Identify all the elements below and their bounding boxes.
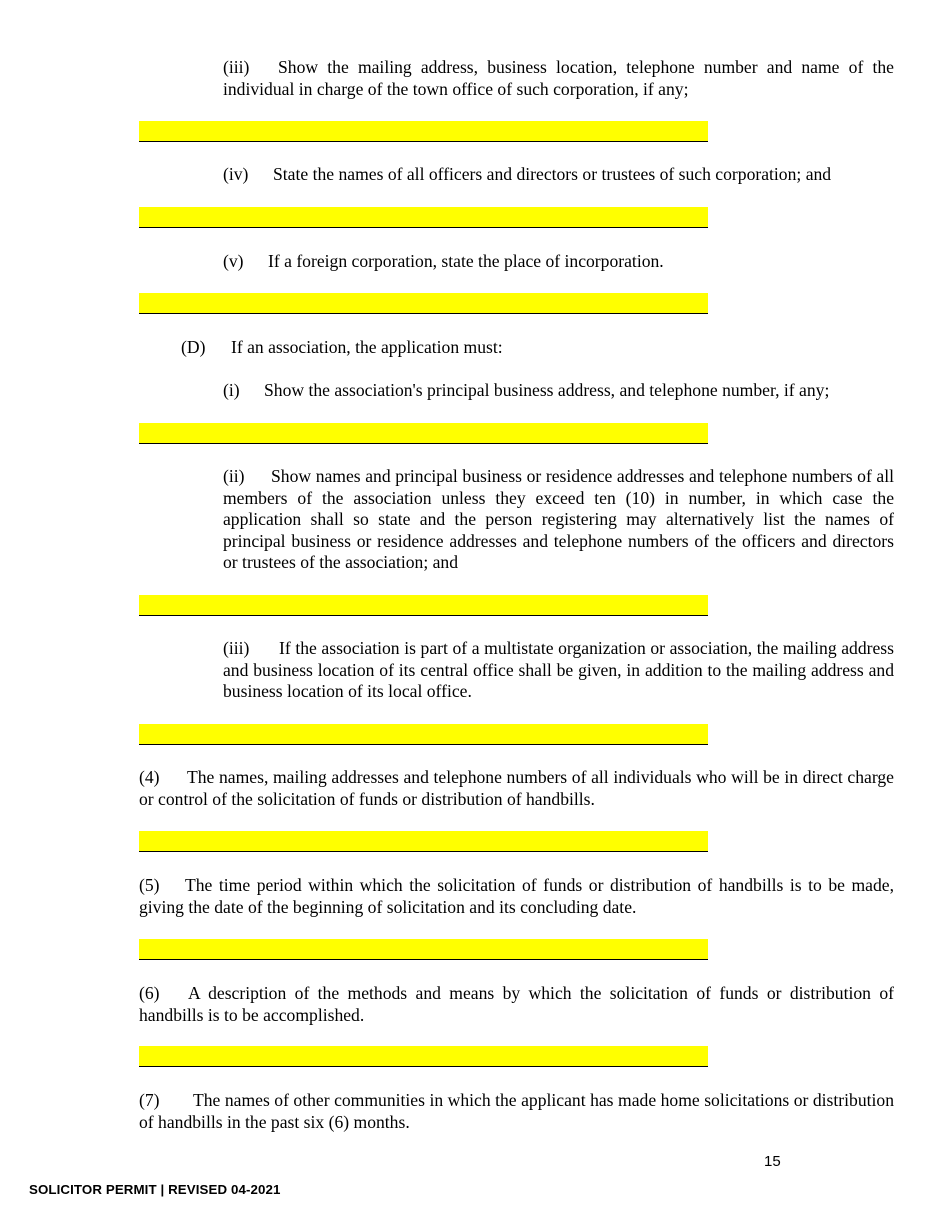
answer-field-assoc-i[interactable] (139, 423, 708, 444)
item-5 (139, 875, 894, 918)
item-text: A description of the methods and means by which the solicitation of funds or distribution of handbills is to be accomplished. (139, 983, 894, 1025)
item-text: The time period within which the solicitation of funds or distribution of handbills is to be made, giving the date of the beginning of solicitation and its concluding date. (139, 875, 894, 917)
item-7 (139, 1090, 894, 1133)
item-association-heading (181, 337, 894, 359)
item-assoc-i (223, 380, 894, 402)
item-text: Show the mailing address, business location, telephone number and name of the individual in charge of the town office of such corporation, if any; (223, 57, 894, 99)
item-number: (iii) (223, 638, 250, 658)
item-text: Show the association's principal business address, and telephone number, if any; (264, 380, 830, 400)
page-number: 15 (764, 1153, 781, 1170)
item-text: If a foreign corporation, state the place of incorporation. (268, 251, 664, 271)
item-number: (ii) (223, 466, 245, 486)
answer-field-5[interactable] (139, 939, 708, 960)
item-number: (i) (223, 380, 240, 400)
item-assoc-ii (223, 466, 894, 574)
answer-field-6[interactable] (139, 1046, 708, 1067)
item-number: (iv) (223, 164, 249, 184)
item-4 (139, 767, 894, 810)
item-text: Show names and principal business or residence addresses and telephone numbers of all members of the association unless they exceed ten (10) in number, in which case the application shall so state and the person registering may alternatively list the names of principal business or residence addresses and telephone numbers of the officers and directors or trustees of the association; and (223, 466, 894, 572)
answer-field-corp-iv[interactable] (139, 207, 708, 228)
item-number: (D) (181, 337, 206, 357)
item-corp-iv (223, 164, 894, 186)
answer-field-assoc-iii[interactable] (139, 724, 708, 745)
item-text: The names of other communities in which the applicant has made home solicitations or distribution of handbills in the past six (6) months. (139, 1090, 894, 1132)
answer-field-corp-v[interactable] (139, 293, 708, 314)
item-number: (7) (139, 1090, 160, 1110)
item-corp-iii (223, 57, 894, 100)
answer-field-4[interactable] (139, 831, 708, 852)
item-text: If the association is part of a multistate organization or association, the mailing address and business location of its central office shall be given, in addition to the mailing address and business location of its local office. (223, 638, 894, 701)
item-number: (v) (223, 251, 244, 271)
answer-field-assoc-ii[interactable] (139, 595, 708, 616)
document-footer: SOLICITOR PERMIT | REVISED 04-2021 (29, 1182, 281, 1197)
answer-field-corp-iii[interactable] (139, 121, 708, 142)
item-corp-v (223, 251, 894, 273)
item-number: (4) (139, 767, 160, 787)
item-number: (5) (139, 875, 160, 895)
item-assoc-iii (223, 638, 894, 703)
item-text: If an association, the application must: (231, 337, 503, 357)
item-number: (6) (139, 983, 160, 1003)
item-text: State the names of all officers and directors or trustees of such corporation; and (273, 164, 832, 184)
item-6 (139, 983, 894, 1026)
item-number: (iii) (223, 57, 250, 77)
item-text: The names, mailing addresses and telephone numbers of all individuals who will be in direct charge or control of the solicitation of funds or distribution of handbills. (139, 767, 894, 809)
